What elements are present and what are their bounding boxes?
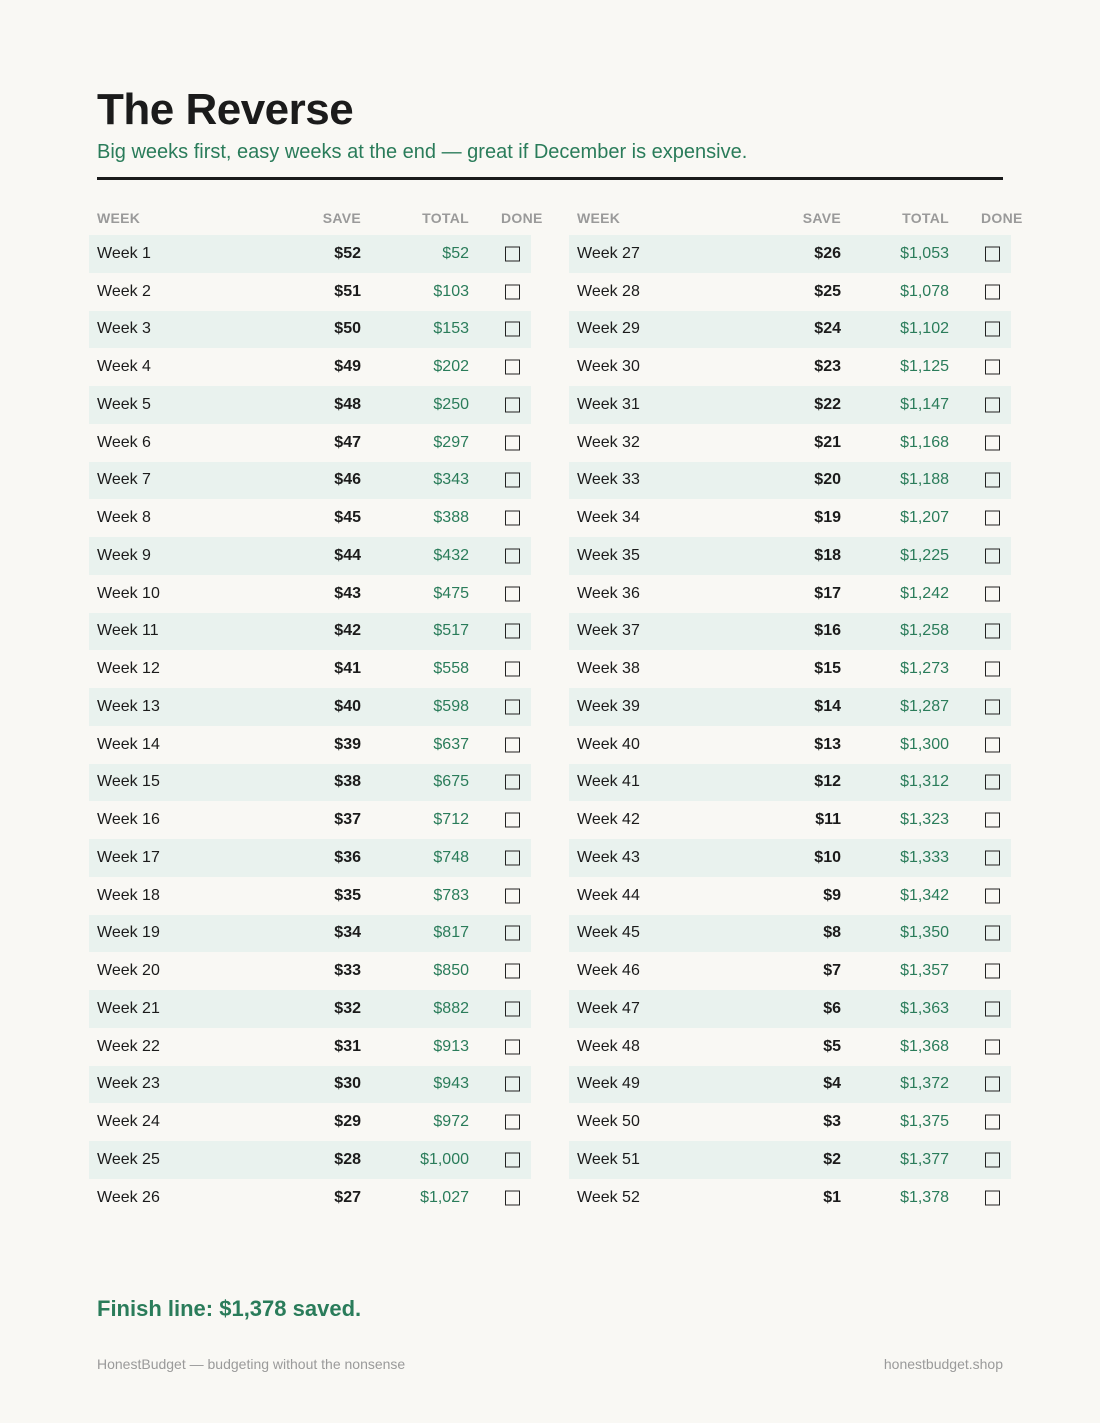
save-amount: $18 [814,546,841,564]
table-row [89,915,531,953]
footer-tagline: HonestBudget — budgeting without the nonsense [97,1356,406,1372]
running-total: $748 [433,848,469,866]
running-total: $1,342 [900,886,949,904]
save-amount: $2 [823,1150,841,1168]
save-amount: $12 [814,773,841,791]
done-checkbox[interactable] [985,473,1000,488]
running-total: $103 [433,282,469,300]
running-total: $202 [433,358,469,376]
week-label: Week 21 [97,999,160,1017]
finish-line-summary: Finish line: $1,378 saved. [97,1296,362,1321]
table-row [569,952,1011,990]
running-total: $675 [433,773,469,791]
done-checkbox[interactable] [505,548,520,563]
save-amount: $11 [815,811,841,829]
running-total: $1,300 [900,735,949,753]
week-label: Week 17 [97,848,160,866]
done-checkbox[interactable] [985,926,1000,941]
running-total: $712 [433,811,469,829]
save-amount: $34 [334,924,361,942]
running-total: $1,312 [900,773,949,791]
done-checkbox[interactable] [505,1077,520,1092]
week-label: Week 50 [577,1113,640,1131]
table-column-right [569,200,1023,1217]
save-amount: $37 [334,811,361,829]
week-label: Week 42 [577,811,640,829]
save-amount: $49 [334,358,361,376]
table-row [569,877,1011,915]
running-total: $1,258 [900,622,949,640]
week-label: Week 33 [577,471,640,489]
table-row [569,462,1011,500]
done-checkbox[interactable] [985,360,1000,375]
save-amount: $39 [334,735,361,753]
week-label: Week 15 [97,773,160,791]
header-total: TOTAL [422,210,469,226]
running-total: $1,378 [900,1188,949,1206]
done-checkbox[interactable] [985,1077,1000,1092]
week-label: Week 9 [97,546,151,564]
week-label: Week 27 [577,244,640,262]
save-amount: $10 [814,848,841,866]
week-label: Week 41 [577,773,640,791]
week-label: Week 28 [577,282,640,300]
week-label: Week 34 [577,509,640,527]
running-total: $850 [433,962,469,980]
table-row [89,990,531,1028]
table-column-left [89,200,543,1217]
table-row [89,650,531,688]
save-amount: $30 [334,1075,361,1093]
save-amount: $46 [334,471,361,489]
running-total: $1,027 [420,1188,469,1206]
table-row [569,348,1011,386]
table-row [569,613,1011,651]
save-amount: $24 [814,320,841,338]
save-amount: $35 [334,886,361,904]
table-row [89,764,531,802]
running-total: $882 [433,999,469,1017]
running-total: $475 [433,584,469,602]
week-label: Week 8 [97,509,151,527]
table-header [569,200,1023,235]
table-body [89,235,539,1217]
running-total: $1,053 [900,244,949,262]
week-label: Week 18 [97,886,160,904]
done-checkbox[interactable] [985,1115,1000,1130]
running-total: $943 [433,1075,469,1093]
done-checkbox[interactable] [505,662,520,677]
week-label: Week 35 [577,546,640,564]
save-amount: $52 [334,244,361,262]
save-amount: $1 [823,1188,841,1206]
week-label: Week 11 [97,622,159,640]
running-total: $432 [433,546,469,564]
header-total: TOTAL [902,210,949,226]
table-row [569,1028,1011,1066]
done-checkbox[interactable] [505,850,520,865]
save-amount: $17 [814,584,841,602]
table-body [569,235,1019,1217]
running-total: $1,102 [900,320,949,338]
save-amount: $51 [334,282,361,300]
table-row [89,575,531,613]
save-amount: $16 [814,622,841,640]
save-amount: $4 [823,1075,841,1093]
running-total: $1,147 [900,395,949,413]
week-label: Week 44 [577,886,640,904]
table-row [89,273,531,311]
done-checkbox[interactable] [505,737,520,752]
done-checkbox[interactable] [505,246,520,261]
save-amount: $13 [814,735,841,753]
table-row [89,688,531,726]
done-checkbox[interactable] [985,964,1000,979]
week-label: Week 5 [97,395,151,413]
running-total: $1,363 [900,999,949,1017]
table-row [569,424,1011,462]
running-total: $1,078 [900,282,949,300]
table-row [89,1066,531,1104]
table-row [89,952,531,990]
week-label: Week 38 [577,660,640,678]
running-total: $1,242 [900,584,949,602]
done-checkbox[interactable] [985,284,1000,299]
done-checkbox[interactable] [505,964,520,979]
running-total: $1,188 [900,471,949,489]
running-total: $637 [433,735,469,753]
week-label: Week 25 [97,1150,160,1168]
save-amount: $29 [334,1113,361,1131]
save-amount: $25 [814,282,841,300]
running-total: $1,000 [420,1150,469,1168]
running-total: $1,368 [900,1037,949,1055]
done-checkbox[interactable] [505,435,520,450]
running-total: $1,225 [900,546,949,564]
week-label: Week 7 [97,471,151,489]
week-label: Week 45 [577,924,640,942]
done-checkbox[interactable] [505,284,520,299]
table-header [89,200,543,235]
done-checkbox[interactable] [505,1115,520,1130]
table-row [569,650,1011,688]
save-amount: $27 [334,1188,361,1206]
running-total: $1,168 [900,433,949,451]
done-checkbox[interactable] [505,813,520,828]
week-label: Week 48 [577,1037,640,1055]
done-checkbox[interactable] [985,699,1000,714]
save-amount: $20 [814,471,841,489]
table-row [89,424,531,462]
done-checkbox[interactable] [985,322,1000,337]
save-amount: $32 [334,999,361,1017]
table-row [89,726,531,764]
save-amount: $36 [334,848,361,866]
done-checkbox[interactable] [985,586,1000,601]
save-amount: $15 [814,660,841,678]
done-checkbox[interactable] [985,1001,1000,1016]
done-checkbox[interactable] [505,1001,520,1016]
header-save: SAVE [802,210,841,226]
week-label: Week 19 [97,924,160,942]
running-total: $1,350 [900,924,949,942]
done-checkbox[interactable] [505,624,520,639]
running-total: $913 [433,1037,469,1055]
done-checkbox[interactable] [985,624,1000,639]
week-label: Week 26 [97,1188,160,1206]
save-amount: $33 [334,962,361,980]
done-checkbox[interactable] [505,473,520,488]
running-total: $297 [433,433,469,451]
table-row [89,348,531,386]
week-label: Week 24 [97,1113,160,1131]
table-row [569,990,1011,1028]
table-row [569,839,1011,877]
save-amount: $26 [814,244,841,262]
running-total: $1,287 [900,697,949,715]
table-row [89,801,531,839]
table-row [569,1141,1011,1179]
table-row [569,575,1011,613]
done-checkbox[interactable] [985,813,1000,828]
table-row [569,235,1011,273]
table-row [89,386,531,424]
running-total: $52 [442,244,469,262]
week-label: Week 4 [97,358,151,376]
save-amount: $45 [334,509,361,527]
done-checkbox[interactable] [985,435,1000,450]
week-label: Week 6 [97,433,151,451]
done-checkbox[interactable] [985,1152,1000,1167]
running-total: $388 [433,509,469,527]
running-total: $1,372 [900,1075,949,1093]
week-label: Week 46 [577,962,640,980]
save-amount: $47 [334,433,361,451]
page-title: The Reverse [97,85,354,134]
save-amount: $8 [823,924,841,942]
running-total: $783 [433,886,469,904]
done-checkbox[interactable] [505,1190,520,1205]
save-amount: $40 [334,697,361,715]
week-label: Week 40 [577,735,640,753]
save-amount: $21 [814,433,841,451]
week-label: Week 2 [97,282,151,300]
table-row [89,311,531,349]
week-label: Week 36 [577,584,640,602]
save-amount: $48 [334,395,361,413]
running-total: $153 [433,320,469,338]
done-checkbox[interactable] [985,1190,1000,1205]
header-save: SAVE [322,210,361,226]
done-checkbox[interactable] [985,511,1000,526]
save-amount: $9 [823,886,841,904]
week-label: Week 49 [577,1075,640,1093]
table-row [89,1179,531,1217]
running-total: $1,207 [900,509,949,527]
table-row [89,613,531,651]
table-row [89,235,531,273]
running-total: $817 [433,924,469,942]
table-row [569,764,1011,802]
running-total: $1,323 [900,811,949,829]
table-row [89,1103,531,1141]
table-row [569,273,1011,311]
done-checkbox[interactable] [505,1152,520,1167]
running-total: $1,273 [900,660,949,678]
save-amount: $28 [334,1150,361,1168]
table-row [569,499,1011,537]
header-week: WEEK [97,210,141,226]
week-label: Week 23 [97,1075,160,1093]
week-label: Week 37 [577,622,640,640]
table-row [89,537,531,575]
table-row [569,801,1011,839]
table-row [89,499,531,537]
running-total: $250 [433,395,469,413]
done-checkbox[interactable] [505,888,520,903]
week-label: Week 43 [577,848,640,866]
week-label: Week 10 [97,584,160,602]
done-checkbox[interactable] [505,699,520,714]
save-amount: $3 [823,1113,841,1131]
save-amount: $42 [334,622,361,640]
week-label: Week 12 [97,660,160,678]
table-row [569,1179,1011,1217]
week-label: Week 20 [97,962,160,980]
save-amount: $19 [814,509,841,527]
save-amount: $22 [814,395,841,413]
done-checkbox[interactable] [505,586,520,601]
save-amount: $38 [334,773,361,791]
week-label: Week 32 [577,433,640,451]
running-total: $517 [433,622,469,640]
table-row [569,537,1011,575]
done-checkbox[interactable] [985,737,1000,752]
save-amount: $5 [823,1037,841,1055]
week-label: Week 30 [577,358,640,376]
table-row [569,1103,1011,1141]
table-row [89,1141,531,1179]
week-label: Week 14 [97,735,160,753]
done-checkbox[interactable] [505,322,520,337]
running-total: $1,375 [900,1113,949,1131]
done-checkbox[interactable] [505,775,520,790]
save-amount: $6 [823,999,841,1017]
title-divider [97,177,1003,180]
running-total: $598 [433,697,469,715]
done-checkbox[interactable] [505,397,520,412]
week-label: Week 22 [97,1037,160,1055]
week-label: Week 29 [577,320,640,338]
running-total: $1,333 [900,848,949,866]
week-label: Week 51 [577,1150,640,1168]
week-label: Week 3 [97,320,151,338]
save-amount: $43 [334,584,361,602]
table-row [89,1028,531,1066]
week-label: Week 39 [577,697,640,715]
done-checkbox[interactable] [985,246,1000,261]
running-total: $343 [433,471,469,489]
running-total: $1,125 [900,358,949,376]
page-subtitle: Big weeks first, easy weeks at the end — great if December is expensive. [97,141,748,163]
running-total: $558 [433,660,469,678]
table-row [569,386,1011,424]
footer-url: honestbudget.shop [883,1356,1003,1372]
save-amount: $44 [334,546,361,564]
table-row [569,688,1011,726]
header-week: WEEK [577,210,621,226]
week-label: Week 52 [577,1188,640,1206]
save-amount: $31 [334,1037,361,1055]
done-checkbox[interactable] [505,511,520,526]
save-amount: $41 [334,660,361,678]
done-checkbox[interactable] [985,888,1000,903]
done-checkbox[interactable] [985,1039,1000,1054]
done-checkbox[interactable] [505,926,520,941]
header-done: DONE [981,210,1023,226]
table-row [569,915,1011,953]
week-label: Week 1 [97,244,151,262]
table-row [89,877,531,915]
table-row [569,311,1011,349]
save-amount: $50 [334,320,361,338]
week-label: Week 16 [97,811,160,829]
table-row [89,462,531,500]
done-checkbox[interactable] [985,397,1000,412]
save-amount: $7 [823,962,841,980]
week-label: Week 13 [97,697,160,715]
save-amount: $23 [814,358,841,376]
done-checkbox[interactable] [505,360,520,375]
done-checkbox[interactable] [505,1039,520,1054]
done-checkbox[interactable] [985,850,1000,865]
header-done: DONE [501,210,543,226]
table-row [569,726,1011,764]
running-total: $1,357 [900,962,949,980]
week-label: Week 31 [577,395,640,413]
done-checkbox[interactable] [985,775,1000,790]
done-checkbox[interactable] [985,548,1000,563]
save-amount: $14 [814,697,841,715]
running-total: $972 [433,1113,469,1131]
done-checkbox[interactable] [985,662,1000,677]
week-label: Week 47 [577,999,640,1017]
table-row [89,839,531,877]
running-total: $1,377 [900,1150,949,1168]
table-row [569,1066,1011,1104]
